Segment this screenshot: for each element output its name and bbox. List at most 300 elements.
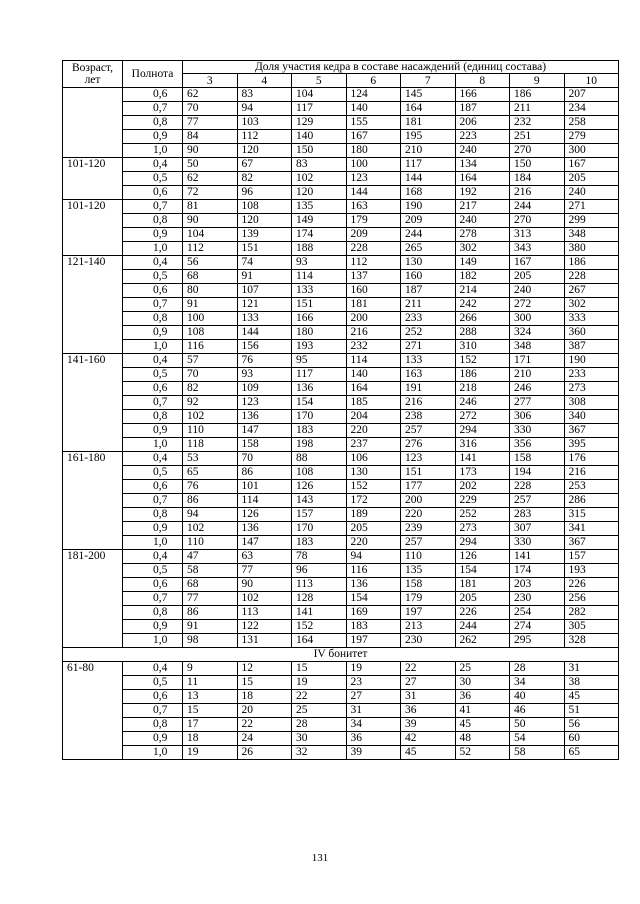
density-cell: 0,9 (123, 130, 183, 144)
density-cell: 0,4 (123, 354, 183, 368)
value-cell: 20 (237, 704, 292, 718)
value-cell: 123 (401, 452, 456, 466)
value-cell: 106 (346, 452, 401, 466)
value-cell: 164 (455, 172, 510, 186)
value-cell: 141 (455, 452, 510, 466)
value-cell: 257 (510, 494, 565, 508)
value-cell: 30 (455, 676, 510, 690)
value-cell: 94 (237, 102, 292, 116)
value-cell: 83 (292, 158, 347, 172)
value-cell: 209 (346, 228, 401, 242)
value-cell: 133 (292, 284, 347, 298)
value-cell: 31 (564, 662, 619, 676)
table-row (63, 200, 619, 214)
value-cell: 154 (346, 592, 401, 606)
value-cell: 300 (510, 312, 565, 326)
value-cell: 242 (455, 298, 510, 312)
table-row (63, 256, 619, 270)
value-cell: 265 (401, 242, 456, 256)
value-cell: 239 (401, 522, 456, 536)
value-cell: 313 (510, 228, 565, 242)
value-cell: 150 (292, 144, 347, 158)
density-cell: 0,7 (123, 592, 183, 606)
value-cell: 230 (510, 592, 565, 606)
density-cell: 0,8 (123, 508, 183, 522)
value-cell: 11 (183, 676, 238, 690)
value-cell: 70 (237, 452, 292, 466)
share-column-header: 4 (237, 74, 292, 88)
value-cell: 58 (183, 564, 238, 578)
table-row (63, 214, 619, 228)
value-cell: 68 (183, 270, 238, 284)
density-cell: 0,8 (123, 410, 183, 424)
value-cell: 166 (455, 88, 510, 102)
value-cell: 240 (455, 144, 510, 158)
value-cell: 23 (346, 676, 401, 690)
value-cell: 171 (510, 354, 565, 368)
value-cell: 80 (183, 284, 238, 298)
share-column-header: 7 (401, 74, 456, 88)
value-cell: 166 (292, 312, 347, 326)
share-column-header: 8 (455, 74, 510, 88)
value-cell: 167 (564, 158, 619, 172)
density-cell: 0,7 (123, 704, 183, 718)
value-cell: 96 (292, 564, 347, 578)
value-cell: 328 (564, 634, 619, 648)
value-cell: 39 (346, 746, 401, 760)
density-cell: 1,0 (123, 438, 183, 452)
value-cell: 380 (564, 242, 619, 256)
value-cell: 123 (346, 172, 401, 186)
value-cell: 207 (564, 88, 619, 102)
value-cell: 100 (183, 312, 238, 326)
density-cell: 1,0 (123, 536, 183, 550)
value-cell: 186 (510, 88, 565, 102)
value-cell: 238 (401, 410, 456, 424)
table-row (63, 620, 619, 634)
value-cell: 149 (292, 214, 347, 228)
density-cell: 1,0 (123, 340, 183, 354)
value-cell: 108 (237, 200, 292, 214)
value-cell: 107 (237, 284, 292, 298)
value-cell: 82 (237, 172, 292, 186)
value-cell: 210 (401, 144, 456, 158)
value-cell: 36 (455, 690, 510, 704)
density-cell: 0,9 (123, 424, 183, 438)
density-cell: 0,7 (123, 494, 183, 508)
value-cell: 86 (183, 494, 238, 508)
value-cell: 218 (455, 382, 510, 396)
value-cell: 205 (455, 592, 510, 606)
value-cell: 209 (401, 214, 456, 228)
density-cell: 0,9 (123, 732, 183, 746)
value-cell: 305 (564, 620, 619, 634)
value-cell: 110 (183, 536, 238, 550)
value-cell: 151 (401, 466, 456, 480)
value-cell: 95 (292, 354, 347, 368)
density-cell: 0,6 (123, 578, 183, 592)
value-cell: 98 (183, 634, 238, 648)
density-cell: 0,4 (123, 550, 183, 564)
value-cell: 45 (455, 718, 510, 732)
value-cell: 307 (510, 522, 565, 536)
value-cell: 164 (401, 102, 456, 116)
density-cell: 0,6 (123, 186, 183, 200)
value-cell: 140 (346, 368, 401, 382)
value-cell: 28 (292, 718, 347, 732)
value-cell: 220 (346, 536, 401, 550)
value-cell: 226 (564, 578, 619, 592)
value-cell: 341 (564, 522, 619, 536)
value-cell: 77 (183, 592, 238, 606)
value-cell: 170 (292, 522, 347, 536)
value-cell: 128 (292, 592, 347, 606)
value-cell: 136 (292, 382, 347, 396)
value-cell: 117 (292, 102, 347, 116)
table-row (63, 676, 619, 690)
density-cell: 0,5 (123, 172, 183, 186)
value-cell: 56 (564, 718, 619, 732)
value-cell: 164 (292, 634, 347, 648)
table-row (63, 662, 619, 676)
value-cell: 54 (510, 732, 565, 746)
value-cell: 112 (183, 242, 238, 256)
value-cell: 158 (237, 438, 292, 452)
table-row (63, 550, 619, 564)
value-cell: 48 (455, 732, 510, 746)
age-cell: 101-120 (63, 200, 123, 256)
value-cell: 112 (346, 256, 401, 270)
table-row (63, 732, 619, 746)
table-row (63, 424, 619, 438)
value-cell: 200 (346, 312, 401, 326)
density-cell: 0,6 (123, 690, 183, 704)
value-cell: 32 (292, 746, 347, 760)
density-cell: 0,7 (123, 298, 183, 312)
value-cell: 198 (292, 438, 347, 452)
table-row (63, 494, 619, 508)
value-cell: 15 (292, 662, 347, 676)
value-cell: 367 (564, 536, 619, 550)
value-cell: 133 (237, 312, 292, 326)
value-cell: 147 (237, 424, 292, 438)
value-cell: 139 (237, 228, 292, 242)
value-cell: 214 (455, 284, 510, 298)
value-cell: 136 (346, 578, 401, 592)
value-cell: 184 (510, 172, 565, 186)
value-cell: 228 (564, 270, 619, 284)
value-cell: 46 (510, 704, 565, 718)
value-cell: 205 (564, 172, 619, 186)
value-cell: 237 (346, 438, 401, 452)
value-cell: 136 (237, 410, 292, 424)
value-cell: 288 (455, 326, 510, 340)
value-cell: 134 (455, 158, 510, 172)
density-cell: 0,9 (123, 326, 183, 340)
value-cell: 395 (564, 438, 619, 452)
value-cell: 170 (292, 410, 347, 424)
value-cell: 240 (455, 214, 510, 228)
value-cell: 25 (455, 662, 510, 676)
value-cell: 65 (183, 466, 238, 480)
value-cell: 140 (292, 130, 347, 144)
value-cell: 200 (401, 494, 456, 508)
value-cell: 173 (455, 466, 510, 480)
table-row (63, 228, 619, 242)
share-column-header: 5 (292, 74, 347, 88)
value-cell: 19 (292, 676, 347, 690)
table-row (63, 186, 619, 200)
value-cell: 110 (183, 424, 238, 438)
value-cell: 211 (401, 298, 456, 312)
value-cell: 143 (292, 494, 347, 508)
value-cell: 88 (292, 452, 347, 466)
value-cell: 117 (401, 158, 456, 172)
value-cell: 295 (510, 634, 565, 648)
value-cell: 77 (237, 564, 292, 578)
value-cell: 253 (564, 480, 619, 494)
density-cell: 0,7 (123, 102, 183, 116)
value-cell: 22 (292, 690, 347, 704)
value-cell: 38 (564, 676, 619, 690)
density-cell: 1,0 (123, 242, 183, 256)
value-cell: 179 (401, 592, 456, 606)
value-cell: 330 (510, 424, 565, 438)
value-cell: 116 (346, 564, 401, 578)
value-cell: 158 (510, 452, 565, 466)
value-cell: 113 (292, 578, 347, 592)
value-cell: 108 (183, 326, 238, 340)
value-cell: 186 (564, 256, 619, 270)
table-row (63, 298, 619, 312)
value-cell: 233 (564, 368, 619, 382)
value-cell: 90 (183, 144, 238, 158)
value-cell: 286 (564, 494, 619, 508)
age-cell: 121-140 (63, 256, 123, 354)
value-cell: 193 (292, 340, 347, 354)
value-cell: 348 (564, 228, 619, 242)
value-cell: 101 (237, 480, 292, 494)
value-cell: 211 (510, 102, 565, 116)
value-cell: 216 (346, 326, 401, 340)
value-cell: 294 (455, 536, 510, 550)
value-cell: 190 (564, 354, 619, 368)
value-cell: 77 (183, 116, 238, 130)
value-cell: 213 (401, 620, 456, 634)
value-cell: 192 (455, 186, 510, 200)
table-row (63, 312, 619, 326)
value-cell: 216 (401, 396, 456, 410)
value-cell: 181 (455, 578, 510, 592)
value-cell: 220 (401, 508, 456, 522)
density-cell: 0,4 (123, 452, 183, 466)
value-cell: 94 (346, 550, 401, 564)
value-cell: 94 (183, 508, 238, 522)
value-cell: 31 (346, 704, 401, 718)
value-cell: 90 (183, 214, 238, 228)
table-row (63, 746, 619, 760)
value-cell: 262 (455, 634, 510, 648)
value-cell: 179 (346, 214, 401, 228)
value-cell: 172 (346, 494, 401, 508)
value-cell: 203 (510, 578, 565, 592)
value-cell: 53 (183, 452, 238, 466)
value-cell: 174 (292, 228, 347, 242)
value-cell: 76 (237, 354, 292, 368)
value-cell: 131 (237, 634, 292, 648)
table-row (63, 368, 619, 382)
table-header (63, 61, 619, 88)
density-cell: 0,5 (123, 676, 183, 690)
value-cell: 135 (401, 564, 456, 578)
value-cell: 27 (401, 676, 456, 690)
value-cell: 96 (237, 186, 292, 200)
value-cell: 256 (564, 592, 619, 606)
table-row (63, 326, 619, 340)
value-cell: 197 (346, 634, 401, 648)
table-row (63, 438, 619, 452)
value-cell: 168 (401, 186, 456, 200)
value-cell: 205 (510, 270, 565, 284)
table-row (63, 354, 619, 368)
density-cell: 0,9 (123, 620, 183, 634)
table-row (63, 690, 619, 704)
value-cell: 150 (510, 158, 565, 172)
density-cell: 0,4 (123, 662, 183, 676)
value-cell: 129 (292, 116, 347, 130)
value-cell: 197 (401, 606, 456, 620)
value-cell: 202 (455, 480, 510, 494)
value-cell: 244 (455, 620, 510, 634)
value-cell: 58 (510, 746, 565, 760)
value-cell: 233 (401, 312, 456, 326)
value-cell: 158 (401, 578, 456, 592)
value-cell: 118 (183, 438, 238, 452)
timber-volume-table (62, 60, 619, 760)
value-cell: 62 (183, 172, 238, 186)
value-cell: 277 (510, 396, 565, 410)
value-cell: 104 (292, 88, 347, 102)
value-cell: 109 (237, 382, 292, 396)
value-cell: 274 (510, 620, 565, 634)
value-cell: 120 (292, 186, 347, 200)
value-cell: 144 (237, 326, 292, 340)
value-cell: 136 (237, 522, 292, 536)
table-row (63, 382, 619, 396)
value-cell: 104 (183, 228, 238, 242)
value-cell: 174 (510, 564, 565, 578)
value-cell: 181 (401, 116, 456, 130)
value-cell: 30 (292, 732, 347, 746)
value-cell: 70 (183, 102, 238, 116)
value-cell: 50 (183, 158, 238, 172)
age-cell: 141-160 (63, 354, 123, 452)
value-cell: 308 (564, 396, 619, 410)
value-cell: 102 (183, 410, 238, 424)
value-cell: 19 (346, 662, 401, 676)
value-cell: 187 (401, 284, 456, 298)
value-cell: 36 (401, 704, 456, 718)
density-cell: 0,7 (123, 396, 183, 410)
value-cell: 160 (401, 270, 456, 284)
section-row (63, 648, 619, 662)
value-cell: 206 (455, 116, 510, 130)
value-cell: 18 (183, 732, 238, 746)
value-cell: 135 (292, 200, 347, 214)
value-cell: 120 (237, 214, 292, 228)
value-cell: 278 (455, 228, 510, 242)
density-cell: 0,9 (123, 522, 183, 536)
table-row (63, 592, 619, 606)
value-cell: 121 (237, 298, 292, 312)
value-cell: 91 (183, 298, 238, 312)
value-cell: 330 (510, 536, 565, 550)
value-cell: 188 (292, 242, 347, 256)
value-cell: 270 (510, 214, 565, 228)
value-cell: 72 (183, 186, 238, 200)
value-cell: 114 (292, 270, 347, 284)
value-cell: 22 (237, 718, 292, 732)
value-cell: 76 (183, 480, 238, 494)
value-cell: 252 (401, 326, 456, 340)
value-cell: 62 (183, 88, 238, 102)
section-title: IV бонитет (63, 648, 619, 662)
value-cell: 157 (564, 550, 619, 564)
value-cell: 145 (401, 88, 456, 102)
table-row (63, 284, 619, 298)
value-cell: 36 (346, 732, 401, 746)
value-cell: 152 (292, 620, 347, 634)
share-column-header: 9 (510, 74, 565, 88)
value-cell: 220 (346, 424, 401, 438)
value-cell: 25 (292, 704, 347, 718)
table-row (63, 410, 619, 424)
value-cell: 210 (510, 368, 565, 382)
density-cell: 0,4 (123, 158, 183, 172)
value-cell: 50 (510, 718, 565, 732)
value-cell: 81 (183, 200, 238, 214)
value-cell: 180 (292, 326, 347, 340)
value-cell: 45 (401, 746, 456, 760)
value-cell: 223 (455, 130, 510, 144)
value-cell: 100 (346, 158, 401, 172)
value-cell: 267 (564, 284, 619, 298)
density-cell: 0,4 (123, 256, 183, 270)
value-cell: 164 (346, 382, 401, 396)
value-cell: 343 (510, 242, 565, 256)
value-cell: 348 (510, 340, 565, 354)
value-cell: 45 (564, 690, 619, 704)
density-cell: 1,0 (123, 746, 183, 760)
table-row (63, 396, 619, 410)
share-header: Доля участия кедра в составе насаждений (единиц состава) (183, 61, 619, 74)
value-cell: 149 (455, 256, 510, 270)
value-cell: 191 (401, 382, 456, 396)
value-cell: 356 (510, 438, 565, 452)
value-cell: 273 (564, 382, 619, 396)
value-cell: 141 (510, 550, 565, 564)
table-row (63, 536, 619, 550)
value-cell: 232 (510, 116, 565, 130)
value-cell: 102 (183, 522, 238, 536)
value-cell: 183 (292, 424, 347, 438)
value-cell: 152 (455, 354, 510, 368)
value-cell: 167 (346, 130, 401, 144)
value-cell: 137 (346, 270, 401, 284)
density-header: Полнота (123, 61, 183, 88)
value-cell: 190 (401, 200, 456, 214)
value-cell: 228 (510, 480, 565, 494)
